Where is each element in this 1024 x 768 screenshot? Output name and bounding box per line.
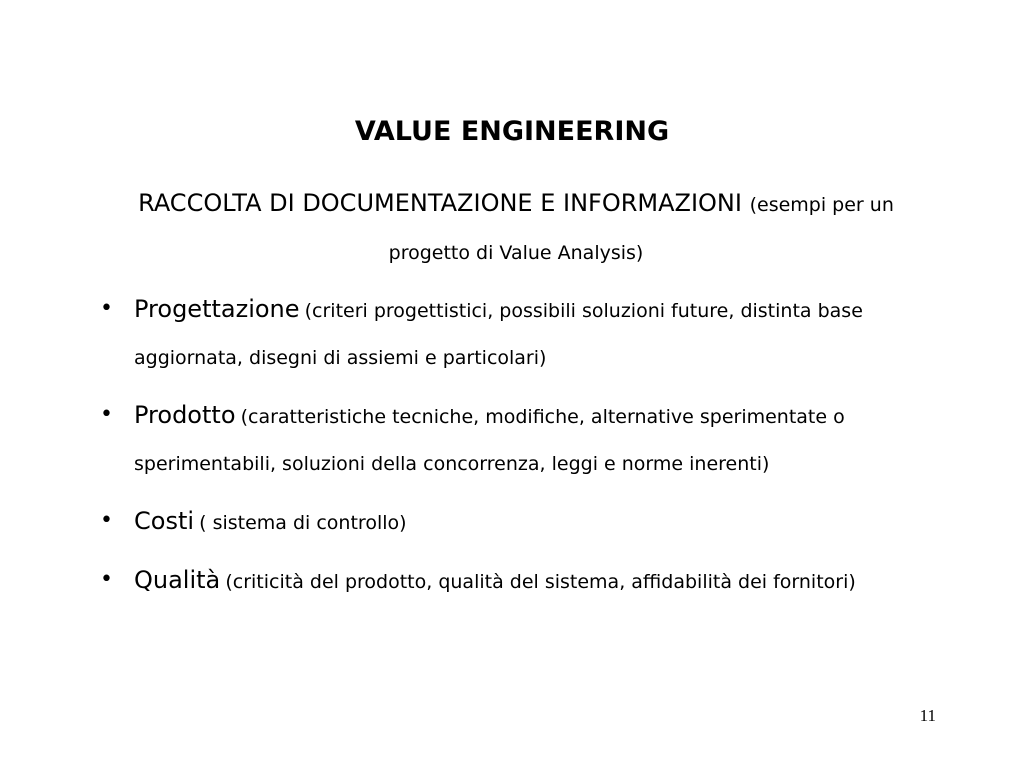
bullet-item-costi [96,498,941,547]
bullet-detail: (criticità del prodotto, qualità del sistema, affidabilità dei fornitori) [225,571,856,593]
bullet-item-progettazione [96,286,941,382]
bullet-heading: Costi [134,507,195,535]
slide-title: VALUE ENGINEERING [354,116,670,147]
subtitle-main: RACCOLTA DI DOCUMENTAZIONE E INFORMAZIONI [138,189,742,217]
bullet-heading: Qualità [134,566,221,594]
page-number: 11 [919,706,936,725]
bullet-icon: • [100,567,113,592]
bullet-icon: • [100,296,113,321]
bullet-detail: ( sistema di controllo) [199,512,407,534]
bullet-detail: (criteri progettistici, possibili soluzioni future, distinta base aggiornata, disegni di assiemi e particolari) [134,300,863,369]
subtitle-detail: (esempi per un progetto di Value Analysis) [388,194,894,264]
bullet-heading: Prodotto [134,401,236,429]
bullet-item-prodotto [96,392,941,488]
bullet-icon: • [100,402,113,427]
bullet-icon: • [100,508,113,533]
bullet-list [96,286,941,616]
bullet-heading: Progettazione [134,295,300,323]
slide-subtitle [96,180,936,276]
bullet-detail: (caratteristiche tecniche, modifiche, alternative sperimentate o sperimentabili, soluzioni della concorrenza, leggi e norme inerenti) [134,406,845,475]
bullet-item-qualita [96,557,941,606]
